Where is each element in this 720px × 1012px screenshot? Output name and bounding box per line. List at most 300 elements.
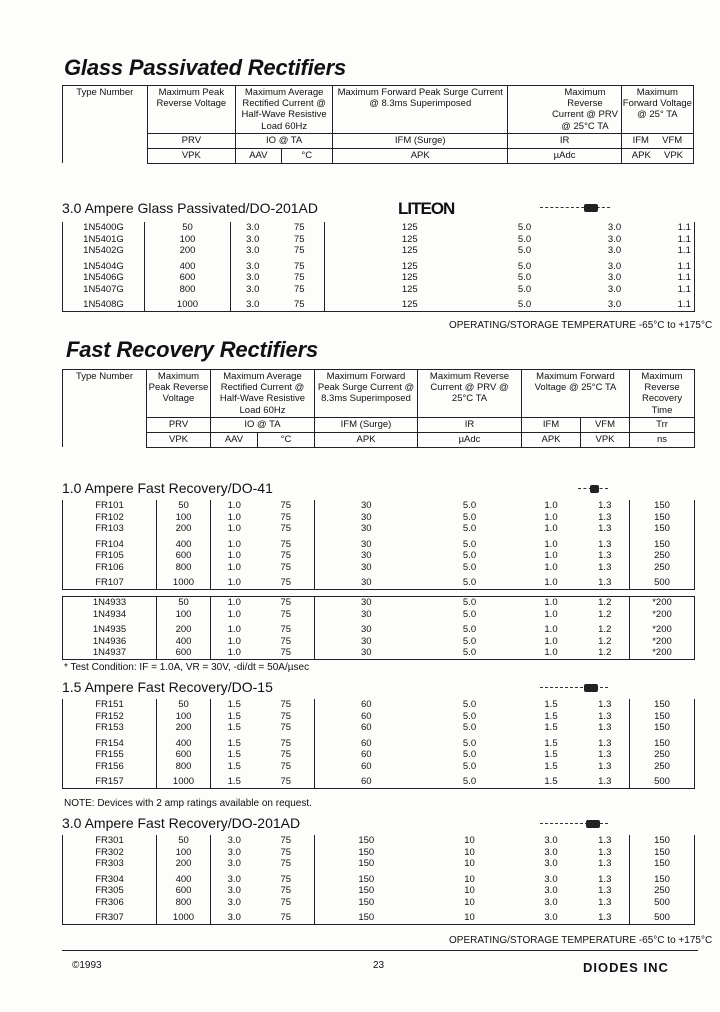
table-cell: 3.0 (227, 846, 241, 858)
table-cell: 75 (258, 776, 315, 788)
table-cell: 150 (315, 912, 418, 924)
header-avg-current: Maximum Average Rectified Current @ Half-Wave Resistive Load 60Hz (236, 86, 333, 134)
table-cell: 75 (275, 272, 325, 284)
header-forward-voltage: Maximum Forward Voltage @ 25° TA (621, 86, 693, 134)
table-cell: FR152 (63, 711, 157, 723)
table-cell: 60 (360, 760, 372, 772)
table-cell: 10 (464, 873, 475, 885)
table-cell: 1.3 (581, 858, 630, 870)
table-cell: 1.5 (544, 699, 558, 710)
table-cell: 1.3 (581, 776, 630, 788)
fast-header-forward-voltage: Maximum Forward Voltage @ 25°C TA (522, 370, 630, 418)
table-row (63, 500, 695, 512)
table-cell: 75 (275, 234, 325, 246)
table-cell: 150 (630, 512, 695, 524)
table-cell: 5.0 (418, 577, 522, 589)
table-cell: 75 (258, 624, 315, 636)
fast-unit-degc: °C (258, 432, 315, 447)
table-cell: 3.0 (522, 912, 581, 924)
table-cell: 1.3 (581, 885, 630, 897)
table-cell: 1.3 (581, 847, 630, 859)
table-cell: 250 (630, 550, 695, 562)
table-cell: 1.1 (675, 234, 695, 246)
fast-15a-table (62, 699, 695, 789)
table-row (63, 858, 695, 870)
table-cell: 1.0 (227, 561, 241, 573)
table-cell: 200 (157, 624, 211, 636)
table-cell: 1.0 (227, 608, 241, 620)
table-cell: 3.0 (544, 896, 558, 908)
table-row (63, 776, 695, 788)
table-cell: 125 (401, 272, 418, 283)
table-cell: 75 (258, 647, 315, 659)
table-cell: 5.0 (462, 710, 477, 722)
table-cell: 1.3 (581, 539, 630, 551)
table-cell: 800 (145, 284, 231, 296)
copyright: ©1993 (72, 960, 102, 971)
glass-spec-header (62, 85, 694, 164)
fast-1a-table (62, 500, 695, 590)
table-cell: 1.3 (581, 749, 630, 761)
table-cell: 75 (275, 245, 325, 257)
table-row (63, 577, 695, 589)
table-cell: 150 (630, 699, 695, 711)
table-cell: 3.0 (211, 912, 258, 924)
unit-aav: AAV (236, 148, 281, 163)
table-cell: 1.5 (211, 776, 258, 788)
table-cell: 1.5 (227, 699, 241, 710)
table-cell: 1.5 (544, 737, 558, 749)
table-row (63, 512, 695, 524)
table-cell: 1.1 (675, 245, 695, 257)
fast-unit-aav: AAV (211, 432, 258, 447)
table-cell: 1.3 (581, 512, 630, 524)
table-cell: FR105 (63, 550, 157, 562)
table-cell: 1.0 (544, 550, 558, 561)
sym-ifm-vfm: IFM VFM (621, 133, 693, 148)
table-cell: FR151 (63, 699, 157, 711)
table-cell: 1.0 (544, 624, 558, 635)
table-cell: 75 (258, 512, 315, 524)
table-cell: FR157 (63, 776, 157, 788)
table-cell: 1.0 (522, 597, 581, 609)
table-cell: 75 (258, 699, 315, 711)
table-cell: 5.0 (517, 233, 532, 245)
fast-spec-header (62, 369, 695, 448)
table-cell: 3.0 (246, 222, 260, 233)
footer-rule (62, 950, 698, 951)
do15-diode-icon (540, 684, 608, 692)
table-row (63, 912, 695, 924)
test-condition-note: * Test Condition: IF = 1.0A, VR = 30V, -di/dt = 50A/µsec (64, 662, 310, 673)
table-cell: 3.0 (246, 260, 260, 272)
table-cell: 500 (630, 776, 695, 788)
table-cell: 100 (157, 711, 211, 723)
unit-apk: APK (333, 148, 508, 163)
table-cell: 1.3 (581, 761, 630, 773)
fast-unit-vpk2: VPK (581, 432, 630, 447)
header-type-number: Type Number (63, 86, 148, 134)
table-cell: 5.0 (462, 511, 477, 523)
table-cell: 150 (630, 858, 695, 870)
table-row (63, 562, 695, 574)
table-cell: *200 (630, 597, 695, 609)
fast-3a-table (62, 835, 695, 925)
table-cell: *200 (630, 609, 695, 621)
table-cell: 1.2 (581, 597, 630, 609)
table-cell: 5.0 (462, 561, 477, 573)
table-cell: 125 (325, 299, 495, 311)
table-cell: 3.0 (607, 260, 622, 272)
table-cell: 1000 (157, 776, 211, 788)
table-cell: 1.3 (581, 562, 630, 574)
table-cell: 1.3 (581, 874, 630, 886)
fast-sym-trr: Trr (630, 417, 695, 432)
table-cell: 10 (464, 885, 475, 896)
table-cell: 1.5 (544, 749, 558, 760)
table-cell: 75 (258, 749, 315, 761)
table-cell: 1.0 (211, 577, 258, 589)
table-cell: 1000 (157, 577, 211, 589)
unit-apk-vpk: APK VPK (621, 148, 693, 163)
table-cell: 1N4935 (63, 624, 157, 636)
table-cell: 1.3 (581, 699, 630, 711)
table-cell: 1.1 (675, 272, 695, 284)
table-cell: FR301 (63, 835, 157, 847)
table-cell: 30 (360, 523, 372, 534)
table-row (63, 699, 695, 711)
table-cell: 10 (418, 912, 522, 924)
sym-ifm-surge: IFM (Surge) (333, 133, 508, 148)
table-cell: 125 (401, 260, 418, 272)
table-cell: 75 (258, 636, 315, 648)
table-cell: FR304 (63, 874, 157, 886)
table-cell: 3.0 (544, 873, 558, 885)
table-cell: 600 (157, 749, 211, 761)
fast-sym-vfm: VFM (581, 417, 630, 432)
table-row (63, 761, 695, 773)
table-cell: 1N5406G (63, 272, 145, 284)
table-cell: 800 (157, 761, 211, 773)
table-cell: 400 (145, 261, 231, 273)
fast-section-title: Fast Recovery Rectifiers (66, 337, 318, 362)
table-cell: 75 (258, 523, 315, 535)
table-cell: 1.0 (522, 647, 581, 659)
table-cell: 1N4936 (63, 636, 157, 648)
table-cell: FR153 (63, 722, 157, 734)
table-row (63, 550, 695, 562)
table-cell: 1.5 (544, 760, 558, 772)
table-cell: *200 (630, 624, 695, 636)
table-cell: 5.0 (418, 597, 522, 609)
table-cell: FR154 (63, 738, 157, 750)
table-cell: 500 (630, 912, 695, 924)
table-cell: 1.5 (227, 760, 241, 772)
table-cell: 75 (275, 299, 325, 311)
sym-ir: IR (508, 133, 621, 148)
table-cell: 30 (360, 635, 372, 647)
table-cell: 150 (358, 873, 375, 885)
table-cell: 150 (630, 523, 695, 535)
table-cell: 250 (630, 749, 695, 761)
table-cell: FR103 (63, 523, 157, 535)
table-cell: 30 (360, 608, 372, 620)
table-cell: 1.0 (227, 550, 241, 561)
table-cell: 100 (157, 512, 211, 524)
table-cell: 5.0 (517, 283, 532, 295)
table-cell: 200 (145, 245, 231, 257)
table-cell: 75 (258, 874, 315, 886)
table-cell: 500 (630, 577, 695, 589)
fast-unit-ns: ns (630, 432, 695, 447)
table-row (63, 222, 695, 234)
sym-io: IO @ TA (236, 133, 333, 148)
table-cell: 5.0 (517, 222, 532, 233)
table-row (63, 299, 695, 311)
table-cell: 1.3 (581, 550, 630, 562)
fast-header-surge: Maximum Forward Peak Surge Current @ 8.3ms Superimposed (315, 370, 418, 418)
table-cell: 10 (464, 858, 475, 869)
table-cell: 60 (360, 710, 372, 722)
table-cell: 1.0 (211, 597, 258, 609)
table-cell: 125 (401, 245, 418, 256)
table-row (63, 738, 695, 750)
do201ad-fast-diode-icon (540, 820, 608, 828)
table-cell: 1.0 (544, 635, 558, 647)
fast-sym-io: IO @ TA (211, 417, 315, 432)
header-reverse-current: Maximum Reverse Current @ PRV @ 25°C TA (549, 86, 621, 134)
table-cell: 5.0 (462, 538, 477, 550)
fast-unit-vpk: VPK (147, 432, 211, 447)
table-cell: 3.0 (227, 896, 241, 908)
table-cell: 1.0 (227, 500, 241, 511)
table-cell: 1N4937 (63, 647, 157, 659)
table-cell: FR156 (63, 761, 157, 773)
table-cell: *200 (630, 647, 695, 659)
table-cell: 60 (315, 776, 418, 788)
table-cell: 150 (358, 858, 375, 869)
table-cell: 5.0 (462, 760, 477, 772)
table-cell: 5.0 (462, 523, 477, 534)
sym-prv: PRV (147, 133, 236, 148)
table-cell: 1.3 (581, 738, 630, 750)
table-cell: 150 (630, 874, 695, 886)
table-cell: 75 (258, 885, 315, 897)
table-cell: 250 (630, 885, 695, 897)
table-cell: 600 (145, 272, 231, 284)
table-cell: 150 (358, 846, 375, 858)
fast-header-type-number: Type Number (63, 370, 147, 418)
table-cell: 150 (630, 500, 695, 512)
table-cell: 75 (258, 562, 315, 574)
table-cell: 150 (630, 738, 695, 750)
table-cell: 1.1 (675, 222, 695, 234)
glass-subsection-title: 3.0 Ampere Glass Passivated/DO-201AD (62, 200, 319, 216)
table-row (63, 885, 695, 897)
table-cell: 3.0 (607, 283, 622, 295)
table-cell: 500 (630, 897, 695, 909)
table-cell: 30 (315, 647, 418, 659)
table-cell: 1N5400G (63, 222, 145, 234)
table-cell: 150 (630, 711, 695, 723)
table-cell: 600 (157, 885, 211, 897)
table-cell: 75 (258, 912, 315, 924)
fast-sym-prv: PRV (147, 417, 211, 432)
table-cell: FR307 (63, 912, 157, 924)
table-cell: 1.2 (581, 624, 630, 636)
table-cell: 1.2 (581, 636, 630, 648)
table-cell: 75 (258, 722, 315, 734)
table-cell: 3.0 (246, 245, 260, 256)
table-cell: 1.5 (227, 737, 241, 749)
table-cell: 5.0 (462, 699, 477, 710)
table-cell: 1.0 (544, 538, 558, 550)
table-cell: 1N4933 (63, 597, 157, 609)
table-cell: 1.5 (227, 710, 241, 722)
table-cell: 60 (360, 722, 372, 733)
table-cell: 1.0 (227, 635, 241, 647)
table-cell: 75 (258, 577, 315, 589)
do41-diode-icon (578, 485, 608, 493)
fast-1a-1n49-table (62, 596, 695, 660)
table-cell: 150 (358, 835, 375, 846)
table-cell: 600 (157, 550, 211, 562)
table-cell: 5.0 (495, 299, 555, 311)
table-cell: 1N5408G (63, 299, 145, 311)
table-cell: FR303 (63, 858, 157, 870)
table-cell: 5.0 (462, 550, 477, 561)
table-cell: 150 (630, 835, 695, 847)
table-cell: 3.0 (246, 272, 260, 283)
table-cell: 800 (157, 897, 211, 909)
table-cell: 75 (258, 761, 315, 773)
table-cell: 1.0 (544, 523, 558, 534)
table-cell: 3.0 (544, 858, 558, 869)
table-cell: 75 (258, 847, 315, 859)
table-cell: 5.0 (462, 500, 477, 511)
table-cell: 150 (630, 722, 695, 734)
table-cell: 1.1 (675, 299, 695, 311)
table-row (63, 261, 695, 273)
fast-temperature-note: OPERATING/STORAGE TEMPERATURE -65°C to +175°C (449, 935, 713, 946)
table-cell: 1.5 (227, 722, 241, 733)
table-cell: 3.0 (607, 233, 622, 245)
table-cell: 1.0 (544, 511, 558, 523)
table-cell: 75 (258, 609, 315, 621)
table-cell: 30 (360, 511, 372, 523)
table-cell: 3.0 (607, 222, 622, 233)
table-cell: 75 (258, 738, 315, 750)
table-cell: 3.0 (246, 283, 260, 295)
table-cell: 60 (360, 737, 372, 749)
availability-note: NOTE: Devices with 2 amp ratings available on request. (64, 798, 312, 809)
table-cell: 30 (360, 538, 372, 550)
table-row (63, 847, 695, 859)
table-cell: 3.0 (607, 245, 622, 256)
table-cell: 30 (315, 577, 418, 589)
table-cell: 1.2 (581, 647, 630, 659)
table-cell: 5.0 (517, 272, 532, 283)
table-cell: 3.0 (555, 299, 675, 311)
table-row (63, 609, 695, 621)
table-row (63, 539, 695, 551)
table-cell: 400 (157, 539, 211, 551)
table-row (63, 523, 695, 535)
table-row (63, 597, 695, 609)
unit-uadc: µAdc (508, 148, 621, 163)
table-cell: 200 (157, 722, 211, 734)
table-cell: 1.5 (544, 710, 558, 722)
table-cell: 3.0 (607, 272, 622, 283)
table-cell: 5.0 (517, 260, 532, 272)
table-cell: 60 (360, 699, 372, 710)
table-cell: 10 (464, 835, 475, 846)
liteon-logo: LITEON (398, 199, 455, 218)
table-cell: 5.0 (462, 624, 477, 635)
table-cell: 5.0 (462, 635, 477, 647)
table-row (63, 874, 695, 886)
table-cell: 1.5 (544, 722, 558, 733)
table-row (63, 284, 695, 296)
table-cell: 600 (157, 647, 211, 659)
table-cell: 5.0 (418, 776, 522, 788)
fast-unit-uadc: µAdc (418, 432, 522, 447)
table-row (63, 272, 695, 284)
table-cell: 75 (258, 500, 315, 512)
table-cell: 1.0 (544, 500, 558, 511)
table-cell: 50 (157, 597, 211, 609)
table-cell: 3.0 (227, 835, 241, 846)
table-cell: FR155 (63, 749, 157, 761)
table-cell: 5.0 (418, 647, 522, 659)
table-cell: 3.0 (246, 233, 260, 245)
table-cell: 1N5407G (63, 284, 145, 296)
table-cell: 1N5401G (63, 234, 145, 246)
table-cell: FR102 (63, 512, 157, 524)
table-cell: 3.0 (227, 885, 241, 896)
table-cell: 5.0 (462, 749, 477, 760)
table-cell: 75 (275, 222, 325, 234)
table-cell: 1.0 (544, 608, 558, 620)
table-cell: 1.0 (227, 538, 241, 550)
table-cell: 1.3 (581, 912, 630, 924)
table-cell: 75 (258, 858, 315, 870)
table-cell: FR101 (63, 500, 157, 512)
table-cell: 10 (464, 846, 475, 858)
table-cell: 800 (157, 562, 211, 574)
table-cell: FR306 (63, 897, 157, 909)
table-cell: 1.3 (581, 835, 630, 847)
table-cell: 50 (145, 222, 231, 234)
table-cell: 75 (258, 897, 315, 909)
fast-unit-apk2: APK (522, 432, 581, 447)
table-row (63, 835, 695, 847)
table-cell: 1.0 (544, 561, 558, 573)
table-cell: 1.0 (227, 511, 241, 523)
table-cell: 1.3 (581, 897, 630, 909)
table-cell: FR302 (63, 847, 157, 859)
table-cell: 1.0 (211, 647, 258, 659)
table-cell: 100 (157, 847, 211, 859)
table-cell: 1.3 (581, 523, 630, 535)
fast-3a-title: 3.0 Ampere Fast Recovery/DO-201AD (62, 815, 301, 831)
fast-header-prv: Maximum Peak Reverse Voltage (147, 370, 211, 418)
table-cell: 75 (275, 261, 325, 273)
table-cell: 75 (258, 539, 315, 551)
table-cell: 75 (258, 550, 315, 562)
table-cell: 75 (275, 284, 325, 296)
table-row (63, 245, 695, 257)
